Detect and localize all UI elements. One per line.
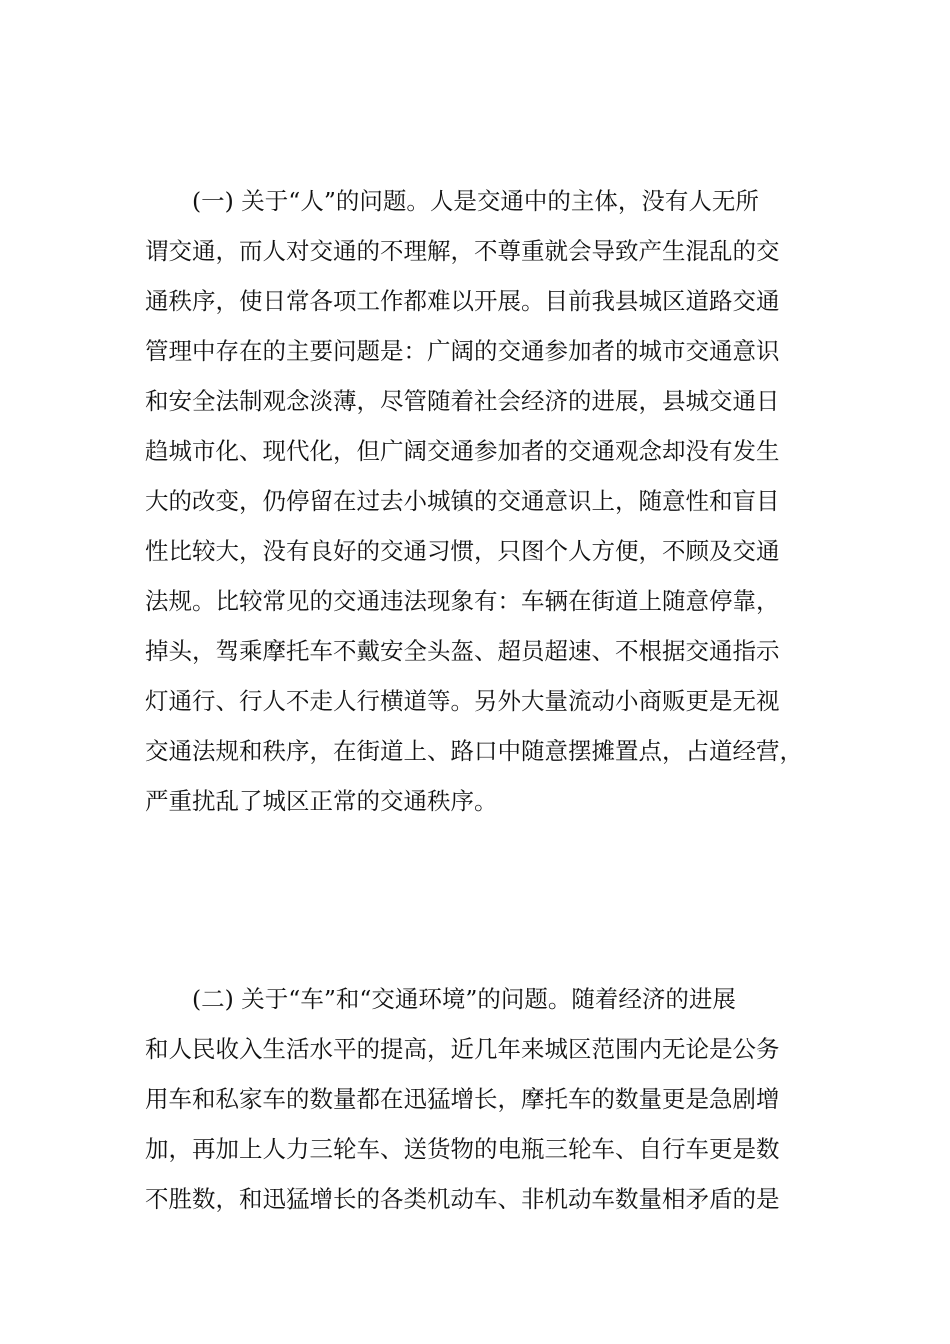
text-line: 管理中存在的主要问题是：广阔的交通参加者的城市交通意识 xyxy=(145,337,780,365)
text-line: 和安全法制观念淡薄，尽管随着社会经济的进展，县城交通日 xyxy=(145,387,780,415)
text-line: 加，再加上人力三轮车、送货物的电瓶三轮车、自行车更是数 xyxy=(145,1135,780,1163)
text-line: 掉头，驾乘摩托车不戴安全头盔、超员超速、不根据交通指示 xyxy=(145,637,780,665)
text-line: (一) 关于“人”的问题。人是交通中的主体，没有人无所 xyxy=(192,187,759,215)
text-line: 通秩序，使日常各项工作都难以开展。目前我县城区道路交通 xyxy=(145,287,780,315)
text-line: 严重扰乱了城区正常的交通秩序。 xyxy=(145,787,498,815)
text-line: 和人民收入生活水平的提高，近几年来城区范围内无论是公务 xyxy=(145,1035,780,1063)
text-line: 不胜数，和迅猛增长的各类机动车、非机动车数量相矛盾的是 xyxy=(145,1185,780,1213)
paragraph-people-issue xyxy=(145,176,825,826)
text-line: 法规。比较常见的交通违法现象有：车辆在街道上随意停靠， xyxy=(145,587,780,615)
paragraph-vehicle-environment-issue xyxy=(145,974,825,1224)
text-line: 性比较大，没有良好的交通习惯，只图个人方便，不顾及交通 xyxy=(145,537,780,565)
text-line: (二) 关于“车”和“交通环境”的问题。随着经济的进展 xyxy=(192,985,736,1013)
text-line: 趋城市化、现代化，但广阔交通参加者的交通观念却没有发生 xyxy=(145,437,780,465)
text-line: 大的改变，仍停留在过去小城镇的交通意识上，随意性和盲目 xyxy=(145,487,780,515)
text-line: 谓交通，而人对交通的不理解，不尊重就会导致产生混乱的交 xyxy=(145,237,780,265)
text-line: 交通法规和秩序，在街道上、路口中随意摆摊置点，占道经营， xyxy=(145,737,803,765)
text-line: 用车和私家车的数量都在迅猛增长，摩托车的数量更是急剧增 xyxy=(145,1085,780,1113)
text-line: 灯通行、行人不走人行横道等。另外大量流动小商贩更是无视 xyxy=(145,687,780,715)
